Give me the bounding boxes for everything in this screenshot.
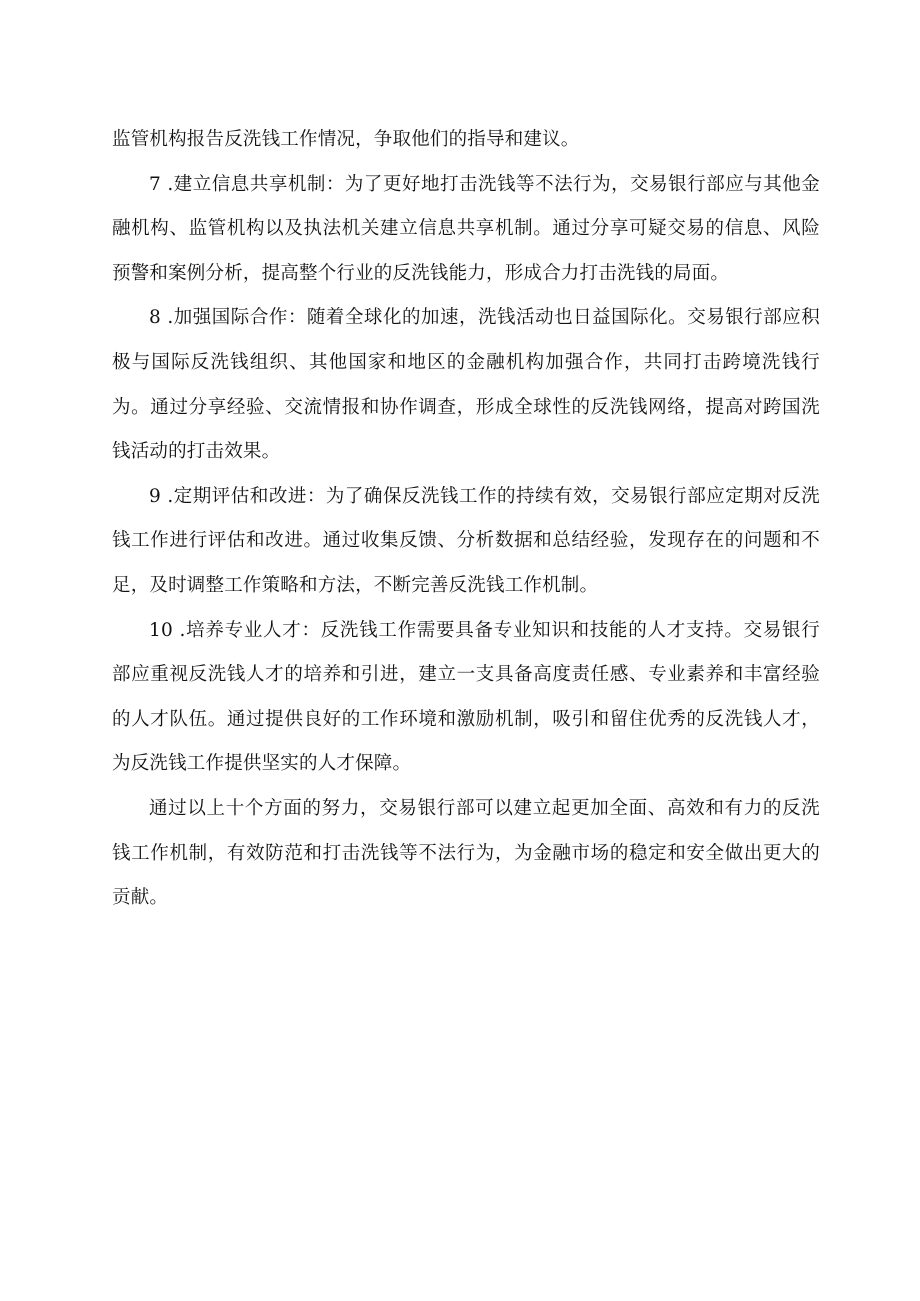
paragraph-item-9: 9 .定期评估和改进：为了确保反洗钱工作的持续有效，交易银行部应定期对反洗钱工作进行评估和改进。通过收集反馈、分析数据和总结经验，发现存在的问题和不足，及时调整工作策略和方法，不断完善反洗钱工作机制。 bbox=[112, 485, 820, 596]
paragraph-item-7: 7 .建立信息共享机制：为了更好地打击洗钱等不法行为，交易银行部应与其他金融机构、监管机构以及执法机关建立信息共享机制。通过分享可疑交易的信息、风险预警和案例分析，提高整个行业的反洗钱能力，形成合力打击洗钱的局面。 bbox=[112, 173, 820, 284]
document-body bbox=[112, 118, 820, 921]
paragraph-item-8: 8 .加强国际合作：随着全球化的加速，洗钱活动也日益国际化。交易银行部应积极与国际反洗钱组织、其他国家和地区的金融机构加强合作，共同打击跨境洗钱行为。通过分享经验、交流情报和协作调查，形成全球性的反洗钱网络，提高对跨国洗钱活动的打击效果。 bbox=[112, 307, 820, 463]
paragraph-continuation: 监管机构报告反洗钱工作情况，争取他们的指导和建议。 bbox=[112, 129, 580, 150]
paragraph-conclusion: 通过以上十个方面的努力，交易银行部可以建立起更加全面、高效和有力的反洗钱工作机制，有效防范和打击洗钱等不法行为，为金融市场的稳定和安全做出更大的贡献。 bbox=[112, 797, 820, 909]
paragraph-item-10: 10 .培养专业人才：反洗钱工作需要具备专业知识和技能的人才支持。交易银行部应重视反洗钱人才的培养和引进，建立一支具备高度责任感、专业素养和丰富经验的人才队伍。通过提供良好的工作环境和激励机制，吸引和留住优秀的反洗钱人才，为反洗钱工作提供坚实的人才保障。 bbox=[112, 619, 820, 775]
